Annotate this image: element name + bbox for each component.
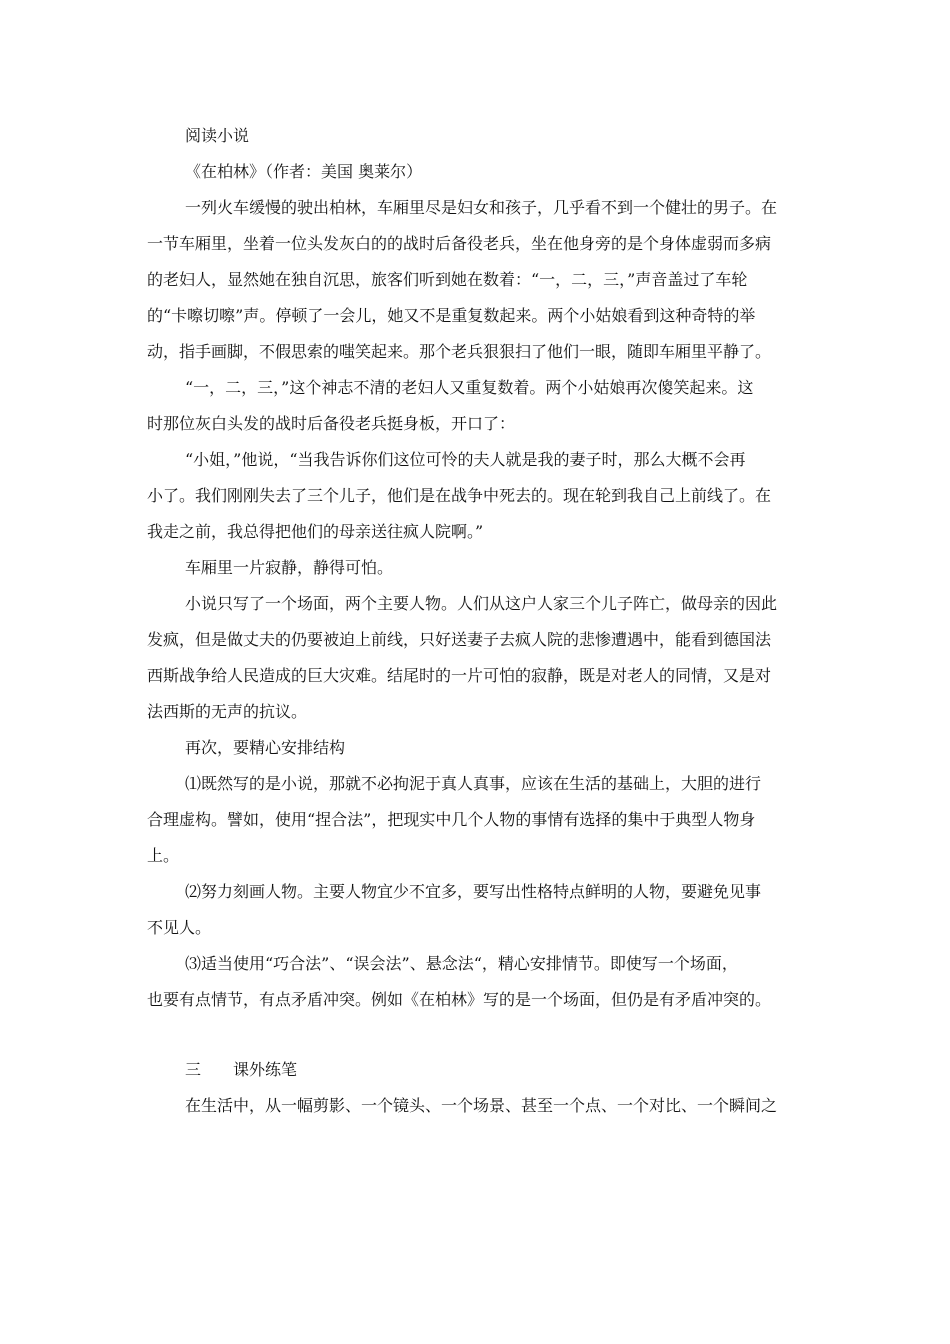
section-title: 课外练笔 xyxy=(233,1060,298,1079)
paragraph-line: 上。 xyxy=(147,846,180,865)
paragraph-line: 动，指手画脚，不假思索的嗤笑起来。那个老兵狠狠扫了他们一眼，随即车厢里平静了。 xyxy=(147,342,772,361)
paragraph-line: ⑵努力刻画人物。主要人物宜少不宜多，要写出性格特点鲜明的人物，要避免见事 xyxy=(185,882,762,901)
paragraph-line: 合理虚构。譬如，使用“捏合法”，把现实中几个人物的事情有选择的集中于典型人物身 xyxy=(147,810,756,829)
paragraph-line: 的“卡嚓切嚓”声。停顿了一会儿，她又不是重复数起来。两个小姑娘看到这种奇特的举 xyxy=(147,306,756,325)
paragraph-line: 一列火车缓慢的驶出柏林，车厢里尽是妇女和孩子，几乎看不到一个健壮的男子。在 xyxy=(185,198,778,217)
document-body xyxy=(147,118,807,1018)
reading-heading: 阅读小说 xyxy=(185,126,250,145)
paragraph-line: 法西斯的无声的抗议。 xyxy=(147,702,308,721)
paragraph-line: 一节车厢里，坐着一位头发灰白的的战时后备役老兵，坐在他身旁的是个身体虚弱而多病 xyxy=(147,234,772,253)
paragraph-line: 不见人。 xyxy=(147,918,212,937)
paragraph-line: 车厢里一片寂静，静得可怕。 xyxy=(185,558,394,577)
paragraph-line: 也要有点情节，有点矛盾冲突。例如《在柏林》写的是一个场面，但仍是有矛盾冲突的。 xyxy=(147,990,772,1009)
paragraph-line: 时那位灰白头发的战时后备役老兵挺身板，开口了： xyxy=(147,414,516,433)
paragraph-line: 在生活中，从一幅剪影、一个镜头、一个场景、甚至一个点、一个对比、一个瞬间之 xyxy=(185,1096,778,1115)
paragraph-line: ⑴既然写的是小说，那就不必拘泥于真人真事，应该在生活的基础上，大胆的进行 xyxy=(185,774,762,793)
story-title: 《在柏林》（作者：美国 奥莱尔） xyxy=(185,162,423,181)
paragraph-line: 发疯，但是做丈夫的仍要被迫上前线，只好送妻子去疯人院的悲惨遭遇中，能看到德国法 xyxy=(147,630,772,649)
document-page xyxy=(147,118,807,1124)
section-heading xyxy=(147,1052,807,1088)
paragraph-line: 小说只写了一个场面，两个主要人物。人们从这户人家三个儿子阵亡，做母亲的因此 xyxy=(185,594,778,613)
section-number: 三 xyxy=(185,1060,202,1079)
paragraph-line: ⑶适当使用“巧合法”、“误会法”、悬念法“，精心安排情节。即使写一个场面， xyxy=(185,954,738,973)
paragraph-line: 小了。我们刚刚失去了三个儿子，他们是在战争中死去的。现在轮到我自己上前线了。在 xyxy=(147,486,772,505)
paragraph-line: 我走之前，我总得把他们的母亲送往疯人院啊。” xyxy=(147,522,484,541)
paragraph-line: “小姐，”他说，“当我告诉你们这位可怜的夫人就是我的妻子时，那么大概不会再 xyxy=(185,450,746,469)
paragraph-line: 西斯战争给人民造成的巨大灾难。结尾时的一片可怕的寂静，既是对老人的同情，又是对 xyxy=(147,666,772,685)
paragraph-line: “一，二，三，”这个神志不清的老妇人又重复数着。两个小姑娘再次傻笑起来。这 xyxy=(185,378,754,397)
paragraph-line: 的老妇人，显然她在独自沉思，旅客们听到她在数着：“一，二，三，”声音盖过了车轮 xyxy=(147,270,748,289)
paragraph-line: 再次，要精心安排结构 xyxy=(185,738,346,757)
